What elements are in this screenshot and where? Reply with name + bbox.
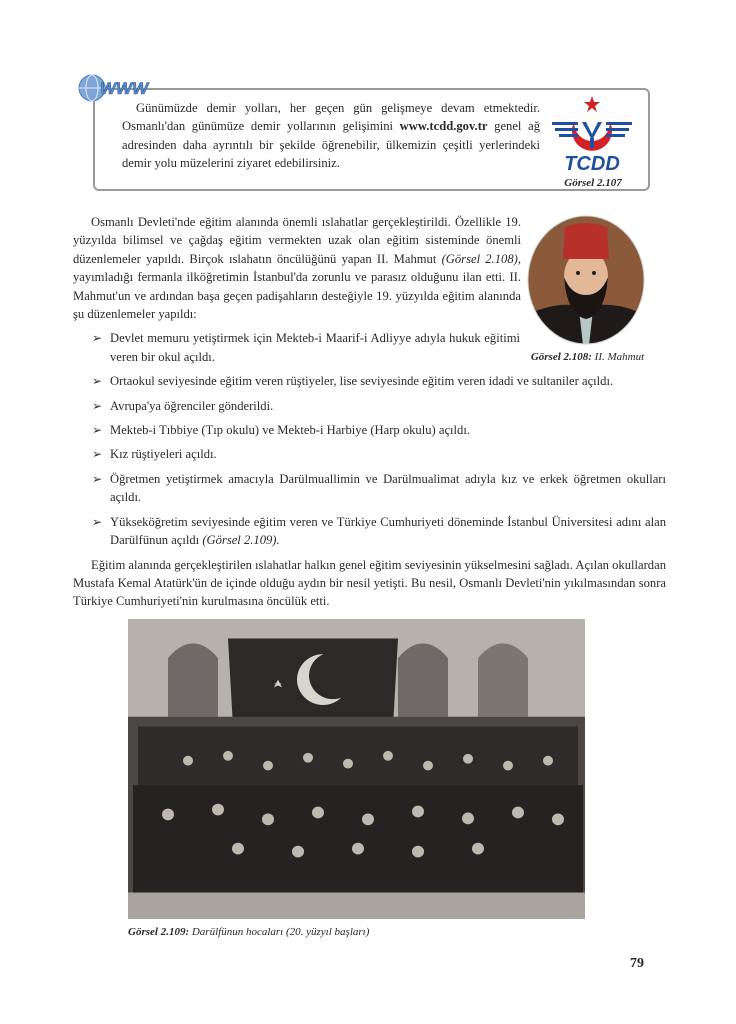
list-item-text: Devlet memuru yetiştirmek için Mekteb-i Maarif-i Adliyye adıyla hukuk eğitimi veren bir okul açıldı. xyxy=(110,331,520,364)
page-number: 79 xyxy=(630,956,644,971)
www-icon-label: WWW xyxy=(100,79,149,98)
photo-figure xyxy=(128,619,585,941)
tcdd-logo xyxy=(550,94,634,174)
list-item xyxy=(92,421,666,439)
caption-text: Darülfünun hocaları (20. yüzyıl başları) xyxy=(189,925,370,938)
list-item-text: Kız rüştiyeleri açıldı. xyxy=(110,447,217,462)
figure-caption-2-107: Görsel 2.107 xyxy=(564,177,622,189)
list-item xyxy=(92,329,520,366)
tcdd-logo-text: TCDD xyxy=(564,153,620,174)
arrow-bullet-icon: ➢ xyxy=(92,374,103,389)
paragraph-intro xyxy=(73,213,521,323)
arrow-bullet-icon: ➢ xyxy=(92,447,103,462)
figure-reference: (Görsel 2.109). xyxy=(202,533,280,548)
tcdd-url[interactable]: www.tcdd.gov.tr xyxy=(399,119,488,134)
photo-darulfunun-teachers xyxy=(128,619,585,919)
caption-label: Görsel 2.108: xyxy=(530,351,592,363)
info-box-text xyxy=(122,99,540,173)
list-item xyxy=(92,397,666,415)
list-item-text: Mekteb-i Tıbbiye (Tıp okulu) ve Mekteb-i Harbiye (Harp okulu) açıldı. xyxy=(110,423,470,438)
list-item xyxy=(92,445,666,463)
arrow-bullet-icon: ➢ xyxy=(92,514,103,529)
info-text-part: genel ağ adresinden daha ayrıntılı bir şekilde öğrenebilir, ülkemizin çeşitli yerlerindeki demir yolu müzelerini ziyaret edebilirsiniz. xyxy=(122,119,540,171)
list-item xyxy=(92,513,666,550)
caption-label: Görsel 2.109: xyxy=(128,925,190,938)
paragraph-text: Osmanlı Devleti'nde eğitim alanında önemli ıslahatlar gerçekleştirildi. Özellikle 19. yüzyılda bilimsel ve çağdaş eğitim vermekten uzak olan eğitim sisteminde önemli düzenlemeler yapıldı. Birçok ıslahatın öncülüğünü yapan II. Mahmut xyxy=(73,215,521,266)
figure-reference: (Görsel 2.108) xyxy=(441,251,518,266)
list-item-text: Öğretmen yetiştirmek amacıyla Darülmuallimin ve Darülmualimat adıyla kız ve erkek öğretmen okulları açıldı. xyxy=(110,471,666,505)
caption-text: II. Mahmut xyxy=(591,351,645,363)
list-item-text: Yükseköğretim seviyesinde eğitim veren ve Türkiye Cumhuriyeti döneminde İstanbul Üniversitesi adını alan Darülfünun açıldı xyxy=(110,514,666,548)
list-item xyxy=(92,372,666,390)
figure-caption-2-109 xyxy=(128,923,585,941)
list-item-text: Avrupa'ya öğrenciler gönderildi. xyxy=(110,398,274,413)
list-item-text: Ortaokul seviyesinde eğitim veren rüştiyeler, lise seviyesinde eğitim veren idadi ve sultaniler açıldı. xyxy=(110,374,614,389)
reform-list xyxy=(92,329,666,549)
main-text-flow xyxy=(73,213,666,941)
list-item xyxy=(92,470,666,507)
paragraph-conclusion: Eğitim alanında gerçekleştirilen ıslahatlar halkın genel eğitim seviyesinin yükselmesini sağladı. Açılan okullardan Mustafa Kemal Atatürk'ün de içinde olduğu aydın bir nesil yetişti. Bu nesil, Osmanlı Devleti'nin yıkılmasından sonra Türkiye Cumhuriyeti'nin kurulmasına öncülük etti. xyxy=(73,557,666,609)
arrow-bullet-icon: ➢ xyxy=(92,423,103,438)
arrow-bullet-icon: ➢ xyxy=(92,398,103,413)
arrow-bullet-icon: ➢ xyxy=(92,331,103,346)
paragraph-text: , yayımladığı fermanla ilköğretimin İstanbul'da zorunlu ve parasız olduğunu ilan etti. II. Mahmut'un ve ardından başa geçen padişahların desteğiyle 19. yüzyılda eğitim alanında şu düzenlemeler yapıldı: xyxy=(73,251,521,322)
info-text-part: Günümüzde demir yolları, her geçen gün gelişmeye devam etmektedir. Osmanlı'dan günümüze demir yollarının gelişimini xyxy=(122,101,540,134)
arrow-bullet-icon: ➢ xyxy=(92,471,103,486)
